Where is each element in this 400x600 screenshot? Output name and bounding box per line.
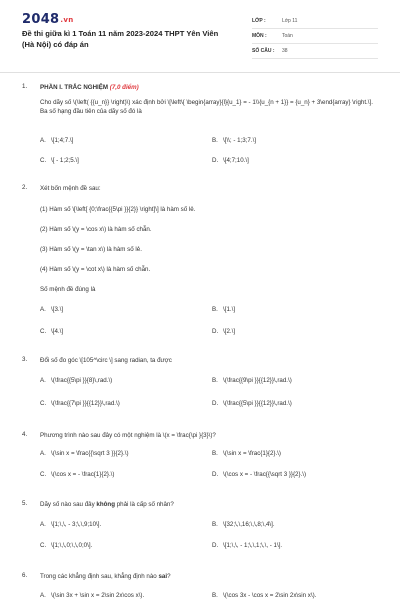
logo-suffix: .vn: [60, 16, 74, 24]
meta-row-subject: [252, 29, 378, 44]
logo-number: 2048: [22, 12, 60, 27]
option-c[interactable]: C. \(\frac{{7\pi }}{{12}}\,rad.\): [40, 400, 120, 407]
statement-3: (3) Hàm số \(y = \tan x\) là hàm số lẻ.: [40, 246, 142, 253]
statement-2: (2) Hàm số \(y = \cos x\) là hàm số chẵn.: [40, 226, 152, 233]
statement-1: (1) Hàm số \[\left[ {0;\frac{{5\pi }}{2}} \right]\] là hàm số lẻ.: [40, 206, 196, 213]
option-d[interactable]: D. \[1;\,\, - 1;\,\,1;\,\, - 1\].: [212, 542, 283, 549]
exam-title: Đề thi giữa kì 1 Toán 11 năm 2023-2024 THPT Yên Viên (Hà Nội) có đáp án: [22, 29, 219, 49]
question-text: Phương trình nào sau đây có một nghiệm là \(x = \frac{\pi }{3}\)?: [40, 432, 216, 439]
page-header: [0, 0, 400, 64]
meta-key: LỚP :: [252, 18, 266, 24]
option-b[interactable]: B. \(\frac{{9\pi }}{{12}}\,rad.\): [212, 377, 292, 384]
meta-row-class: [252, 14, 378, 29]
option-b[interactable]: B. \[\\; - 1;3;7.\]: [212, 137, 257, 144]
option-a[interactable]: A. \(\frac{{5\pi }}{8}\,rad.\): [40, 377, 113, 384]
meta-value: 38: [282, 48, 288, 54]
meta-key: SỐ CÂU :: [252, 48, 275, 54]
statement-4: (4) Hàm số \(y = \cot x\) là hàm số chẵn.: [40, 266, 151, 273]
question-text: Dãy số nào sau đây không phải là cấp số nhân?: [40, 501, 174, 508]
option-c[interactable]: C. \(\cos x = - \frac{1}{2}.\): [40, 471, 115, 478]
question-number: 2.: [22, 184, 28, 191]
option-b[interactable]: B. \(\cos 3x - \cos x = 2\sin 2x\sin x\).: [212, 592, 317, 599]
exam-meta: [252, 14, 378, 59]
site-logo[interactable]: [22, 12, 74, 27]
option-d[interactable]: D. \[4;7;10.\]: [212, 157, 249, 164]
option-b[interactable]: B. \[32;\,\,16;\,\,8;\,4\].: [212, 521, 275, 528]
meta-value: Lớp 11: [282, 18, 298, 24]
section-heading: [40, 83, 380, 92]
option-d[interactable]: D. \(\cos x = - \frac{{\sqrt 3 }}{2}.\): [212, 471, 307, 478]
question-number: 5.: [22, 500, 28, 507]
option-b[interactable]: B. \[1.\]: [212, 306, 236, 313]
section-score: (7,0 điểm): [109, 84, 139, 91]
emphasis: không: [96, 501, 115, 508]
meta-row-count: [252, 44, 378, 59]
option-a[interactable]: A. \(\sin x = \frac{{\sqrt 3 }}{2}.\): [40, 450, 129, 457]
option-c[interactable]: C. \[4.\]: [40, 328, 64, 335]
question-number: 4.: [22, 431, 28, 438]
question-prompt: Số mệnh đề đúng là: [40, 286, 96, 293]
meta-key: MÔN :: [252, 33, 267, 39]
option-a[interactable]: A. \[1;\,\, - 3;\,\,9;10\].: [40, 521, 102, 528]
option-a[interactable]: A. \[1;4;7.\]: [40, 137, 74, 144]
option-b[interactable]: B. \(\sin x = \frac{1}{2}.\): [212, 450, 281, 457]
meta-value: Toán: [282, 33, 293, 39]
question-number: 3.: [22, 356, 28, 363]
option-c[interactable]: C. \[1;\,\,0;\,\,0;0\].: [40, 542, 93, 549]
question-text: Cho dãy số \(\left( {{u_n}} \right)\) xác định bởi \[\left\{ \begin{array}{l}{u_1} = - 1\\{u_{n + 1}} = {u_n} + 3\end{array} \right.\]. Ba số hạng đầu tiên của dãy số đó là: [40, 99, 373, 115]
option-c[interactable]: C. \[ - 1;2;5.\]: [40, 157, 79, 164]
option-a[interactable]: A. \[3.\]: [40, 306, 64, 313]
emphasis: sai: [158, 573, 168, 580]
section-title: PHẦN I. TRẮC NGHIỆM: [40, 84, 109, 91]
option-d[interactable]: D. \(\frac{{5\pi }}{{12}}\,rad.\): [212, 400, 292, 407]
question-text: Đổi số đo góc \[105^\circ \] sang radian, ta được: [40, 357, 172, 364]
option-a[interactable]: A. \(\sin 3x + \sin x = 2\sin 2x\cos x\).: [40, 592, 145, 599]
question-text: Xét bốn mệnh đề sau:: [40, 185, 101, 192]
question-number: 1.: [22, 83, 28, 90]
option-d[interactable]: D. \[2.\]: [212, 328, 236, 335]
header-divider: [0, 72, 400, 73]
question-number: 6.: [22, 572, 28, 579]
question-text: Trong các khẳng định sau, khẳng định nào sai?: [40, 573, 171, 580]
